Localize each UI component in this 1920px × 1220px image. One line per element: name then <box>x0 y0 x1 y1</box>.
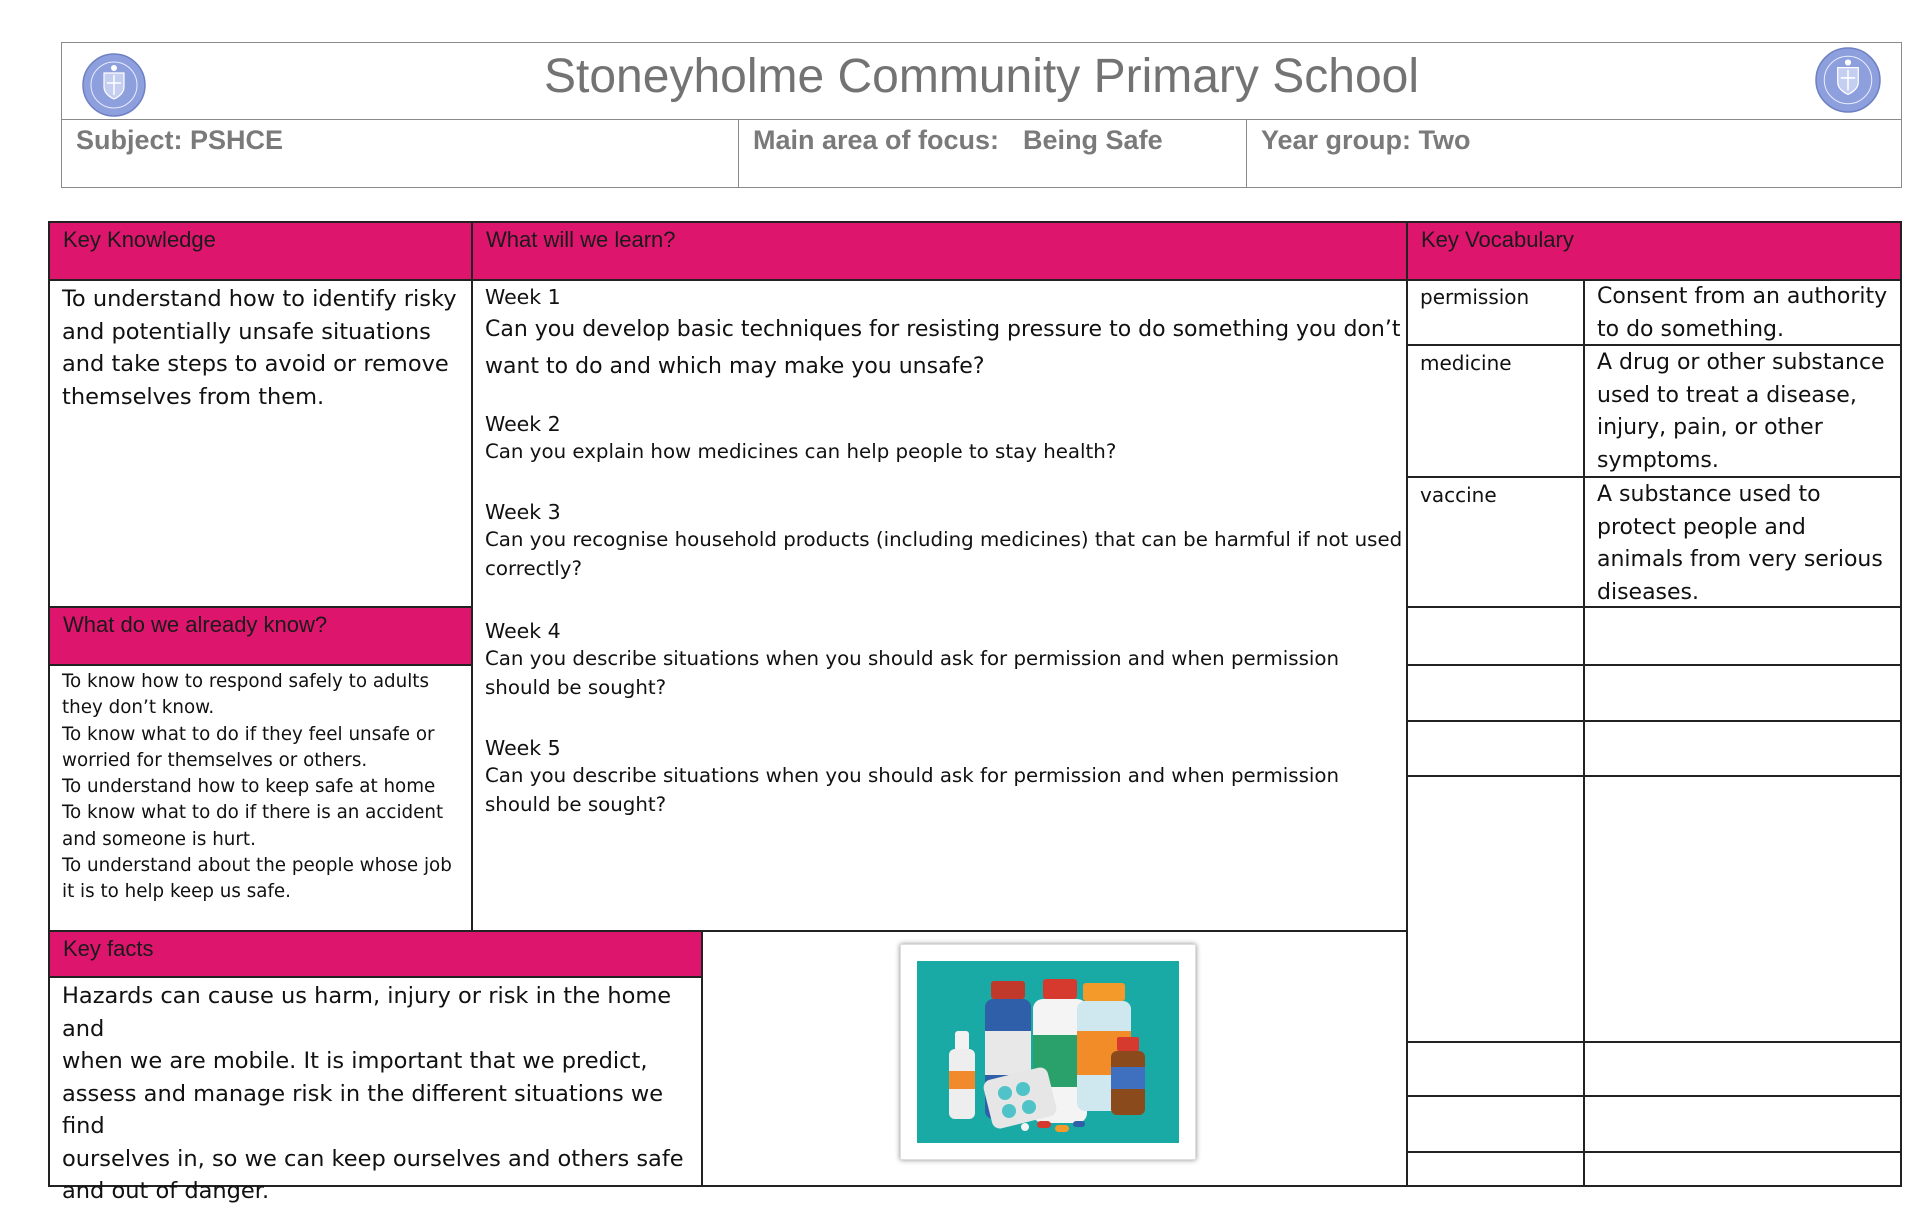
vocab-term: permission <box>1420 285 1530 309</box>
week-label: Week 2 <box>485 412 561 436</box>
key-vocabulary-heading: Key Vocabulary <box>1408 223 1900 279</box>
week-label: Week 5 <box>485 736 561 760</box>
text-line: To know what to do if there is an accident <box>62 802 444 824</box>
text-line: Consent from an authority <box>1597 284 1888 309</box>
focus-label: Main area of focus: <box>753 125 1000 155</box>
focus-value: Being Safe <box>1023 125 1163 155</box>
divider <box>48 606 473 608</box>
text-line: when we are mobile. It is important that we predict, <box>62 1048 648 1074</box>
key-knowledge-heading: Key Knowledge <box>50 223 471 279</box>
week-1 <box>485 283 1405 385</box>
text-line: To understand about the people whose job <box>62 855 452 877</box>
vocab-definition <box>1597 347 1897 477</box>
text-line: symptoms. <box>1597 447 1719 473</box>
medicine-bottles-icon <box>917 961 1179 1143</box>
text-line: To understand how to keep safe at home <box>62 776 436 798</box>
key-knowledge-text <box>62 283 472 413</box>
year-group-cell: Year group: Two <box>1261 125 1471 155</box>
text-line: A drug or other substance <box>1597 350 1885 375</box>
week-3 <box>485 498 1405 583</box>
text-line: To know what to do if they feel unsafe or <box>62 723 435 745</box>
already-know-text <box>62 669 472 906</box>
week-question: Can you describe situations when you should ask for permission and when permission <box>485 647 1340 670</box>
week-label: Week 3 <box>485 500 561 524</box>
text-line: and take steps to avoid or remove <box>62 351 449 377</box>
text-line: diseases. <box>1597 579 1700 605</box>
divider <box>48 976 703 978</box>
text-line: protect people and <box>1597 514 1806 540</box>
key-facts-heading: Key facts <box>50 932 701 977</box>
divider <box>1406 664 1902 666</box>
week-4 <box>485 617 1405 702</box>
school-crest-icon <box>1815 47 1881 113</box>
text-line: A substance used to <box>1597 482 1821 507</box>
text-line: To understand how to identify risky <box>62 286 457 312</box>
divider <box>1583 279 1585 1187</box>
divider <box>1406 1151 1902 1153</box>
text-line: and someone is hurt. <box>62 828 256 850</box>
vocab-term: vaccine <box>1420 483 1497 507</box>
divider <box>1406 1041 1902 1043</box>
school-header <box>61 42 1902 188</box>
vocab-definition <box>1597 479 1897 609</box>
week-question: Can you develop basic techniques for resisting pressure to do something you don’t <box>485 317 1401 342</box>
divider <box>1406 775 1902 777</box>
text-line: it is to help keep us safe. <box>62 881 291 903</box>
text-line: ourselves in, so we can keep ourselves and others safe <box>62 1145 684 1172</box>
divider <box>1406 720 1902 722</box>
vocab-definition <box>1597 281 1897 346</box>
text-line: animals from very serious <box>1597 547 1883 572</box>
week-2 <box>485 410 1405 467</box>
already-know-heading: What do we already know? <box>50 608 471 665</box>
medicines-illustration <box>900 944 1196 1160</box>
week-question: correctly? <box>485 556 582 580</box>
text-line: and potentially unsafe situations <box>62 318 431 345</box>
divider <box>48 930 1408 932</box>
what-will-we-learn-heading: What will we learn? <box>473 223 1406 279</box>
week-question: should be sought? <box>485 675 667 699</box>
week-label: Week 4 <box>485 619 561 643</box>
school-title-row <box>62 43 1901 120</box>
week-label: Week 1 <box>485 285 561 309</box>
text-line: used to treat a disease, <box>1597 382 1857 408</box>
text-line: To know how to respond safely to adults <box>62 671 429 692</box>
text-line: injury, pain, or other <box>1597 415 1823 440</box>
week-question: Can you recognise household products (including medicines) that can be harmful if not used <box>485 528 1403 551</box>
text-line: themselves from them. <box>62 383 325 410</box>
week-question: Can you describe situations when you should ask for permission and when permission <box>485 764 1340 787</box>
week-question: should be sought? <box>485 792 667 816</box>
focus-cell <box>739 119 1247 187</box>
text-line: to do something. <box>1597 316 1784 342</box>
divider <box>1406 1095 1902 1097</box>
text-line: Hazards can cause us harm, injury or risk in the home and <box>62 983 672 1042</box>
key-facts-text <box>62 980 702 1208</box>
week-question: Can you explain how medicines can help people to stay health? <box>485 440 1117 463</box>
divider <box>48 664 473 666</box>
text-line: and out of danger. <box>62 1178 270 1204</box>
subject-cell: Subject: PSHCE <box>62 119 739 187</box>
text-line: worried for themselves or others. <box>62 749 368 771</box>
text-line: they don’t know. <box>62 697 215 719</box>
school-name: Stoneyholme Community Primary School <box>544 50 1419 103</box>
text-line: assess and manage risk in the different situations we find <box>62 1080 664 1139</box>
week-5 <box>485 734 1405 819</box>
vocab-term: medicine <box>1420 351 1512 375</box>
week-question: want to do and which may make you unsafe? <box>485 354 985 379</box>
